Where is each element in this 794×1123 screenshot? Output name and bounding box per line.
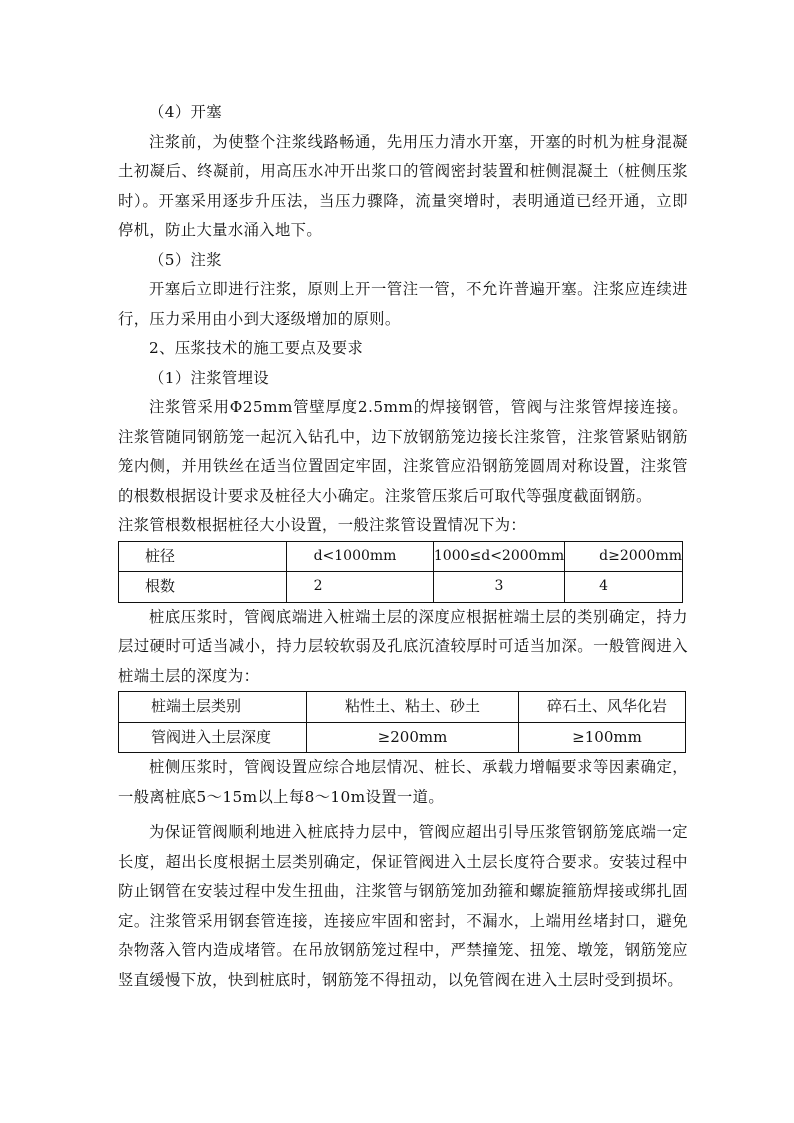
table-cell: 1000≤d<2000mm xyxy=(433,541,564,572)
table-cell: d≥2000mm xyxy=(565,541,683,572)
table-cell: 2 xyxy=(286,572,433,603)
table-cell: 桩端土层类别 xyxy=(119,692,307,723)
table-cell: 管阀进入土层深度 xyxy=(119,722,307,753)
table-cell: 3 xyxy=(433,572,564,603)
table-cell: ≥100mm xyxy=(519,722,686,753)
document-page xyxy=(118,98,688,995)
table-cell: 4 xyxy=(565,572,683,603)
paragraph-grouting: 开塞后立即进行注浆，原则上开一管注一管，不允许普遍开塞。注浆应连续进行，压力采用由小到大逐级增加的原则。 xyxy=(118,280,688,328)
section-heading-key-points: 2、压浆技术的施工要点及要求 xyxy=(149,339,364,357)
paragraph-pipe-count-intro: 注浆管根数根据桩径大小设置，一般注浆管设置情况下为： xyxy=(118,516,527,534)
table-cell: d<1000mm xyxy=(286,541,433,572)
table-cell: 桩径 xyxy=(119,541,287,572)
paragraph-valve-depth: 桩底压浆时，管阀底端进入桩端土层的深度应根据桩端土层的类别确定，持力层过硬时可适当减小，持力层较软弱及孔底沉渣较厚时可适当加深。一般管阀进入桩端土层的深度为： xyxy=(118,607,688,685)
paragraph-side-grouting: 桩侧压浆时，管阀设置应综合地层情况、桩长、承载力增幅要求等因素确定，一般离桩底5～15m以上每8～10m设置一道。 xyxy=(118,758,688,806)
table-cell: ≥200mm xyxy=(307,722,519,753)
section-heading-pipe-embedding: （1）注浆管埋设 xyxy=(149,368,270,387)
table-cell: 根数 xyxy=(119,572,287,603)
paragraph-pipe-embedding: 注浆管采用Φ25mm管壁厚度2.5mm的焊接钢管，管阀与注浆管焊接连接。注浆管随同钢筋笼一起沉入钻孔中，边下放钢筋笼边接长注浆管，注浆管紧贴钢筋笼内侧，并用铁丝在适当位置固定牢固，注浆管应沿钢筋笼圆周对称设置，注浆管的根数根据设计要求及桩径大小确定。注浆管压浆后可取代等强度截面钢筋。 xyxy=(118,398,688,505)
pipe-count-table xyxy=(118,541,683,603)
table-row xyxy=(119,572,683,603)
table-cell: 粘性土、粘土、砂土 xyxy=(307,692,519,723)
table-row xyxy=(119,692,686,723)
section-heading-open-plug: （4）开塞 xyxy=(149,103,222,121)
table-cell: 碎石土、风华化岩 xyxy=(519,692,686,723)
paragraph-valve-protection: 为保证管阀顺利地进入桩底持力层中，管阀应超出引导压浆管钢筋笼底端一定长度，超出长度根据土层类别确定，保证管阀进入土层长度符合要求。安装过程中防止钢管在安装过程中发生扭曲，注浆管与钢筋笼加劲箍和螺旋箍筋焊接或绑扎固定。注浆管采用钢套管连接，连接应牢固和密封，不漏水，上端用丝堵封口，避免杂物落入管内造成堵管。在吊放钢筋笼过程中，严禁撞笼、扭笼、墩笼，钢筋笼应竖直缓慢下放，快到桩底时，钢筋笼不得扭动，以免管阀在进入土层时受到损坏。 xyxy=(118,823,688,989)
table-row xyxy=(119,722,686,753)
table-row xyxy=(119,541,683,572)
section-heading-grouting: （5）注浆 xyxy=(149,250,222,269)
paragraph-open-plug: 注浆前，为使整个注浆线路畅通，先用压力清水开塞，开塞的时机为桩身混凝土初凝后、终凝前，用高压水冲开出浆口的管阀密封装置和桩侧混凝土（桩侧压浆时）。开塞采用逐步升压法，当压力骤降，流量突增时，表明通道已经开通，立即停机，防止大量水涌入地下。 xyxy=(118,132,688,239)
valve-depth-table xyxy=(118,691,686,753)
